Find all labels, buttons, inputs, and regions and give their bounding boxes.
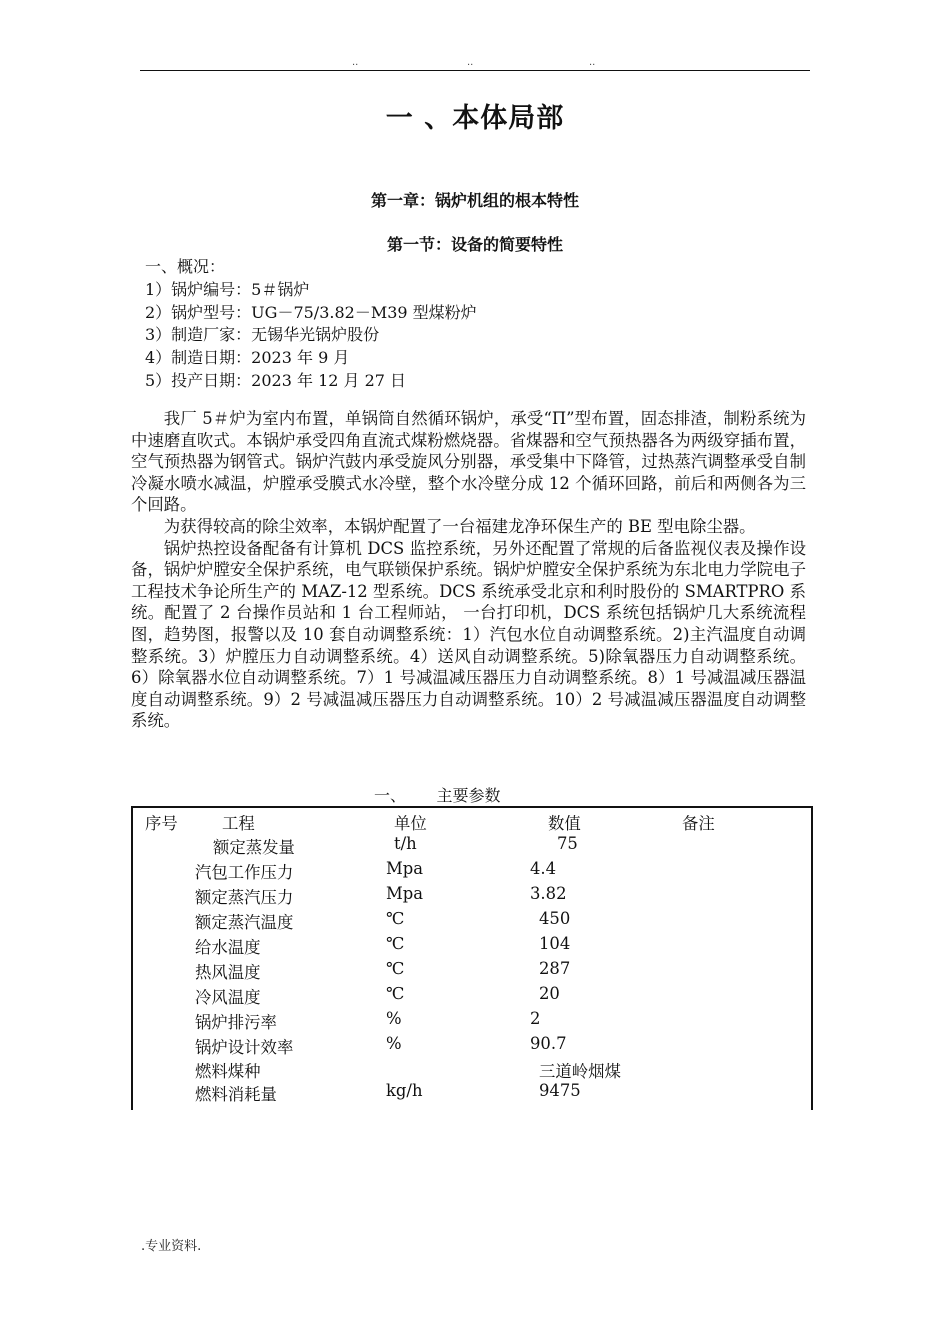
paragraph-boiler-layout: 我厂 5＃炉为室内布置，单锅筒自然循环锅炉，承受“Π”型布置，固态排渣，制粉系统为中速磨直吹式。本锅炉承受四角直流式煤粉燃烧器。省煤器和空气预热器各为两级穿插布置，空气预热器为钢管式。锅炉汽鼓内承受旋风分别器，承受集中下降管，过热蒸汽调整承受自制冷凝水喷水减温，炉膛承受膜式水冷壁，整个水冷壁分成 12 个循环回路，前后和两侧各为三个回路。 [131, 409, 806, 515]
table-cell-item: 锅炉设计效率 [195, 1038, 294, 1057]
table-cell-value: 75 [557, 834, 578, 853]
table-cell-item: 额定蒸发量 [213, 838, 295, 857]
table-header-unit: 单位 [394, 814, 427, 833]
overview-list [145, 256, 477, 393]
table-cell-unit: Mpa [386, 884, 424, 903]
table-cell-value: 三道岭烟煤 [539, 1062, 621, 1081]
overview-item: 4）制造日期：2023 年 9 月 [145, 348, 350, 368]
table-cell-unit: t/h [394, 834, 417, 853]
header-mark: .. [352, 57, 359, 68]
table-cell-value: 20 [539, 984, 560, 1003]
page-title: 一 、本体局部 [385, 103, 565, 134]
table-border-top [131, 806, 813, 808]
table-cell-value: 9475 [539, 1081, 581, 1100]
table-header-value: 数值 [548, 814, 581, 833]
table-cell-item: 给水温度 [195, 938, 261, 957]
table-cell-value: 450 [539, 909, 571, 928]
table-caption-number: 一、 [374, 786, 407, 805]
header-mark: .. [589, 57, 596, 68]
table-cell-unit: ℃ [386, 959, 405, 978]
table-cell-value: 90.7 [530, 1034, 567, 1053]
paragraph-dust-removal: 为获得较高的除尘效率，本锅炉配置了一台福建龙净环保生产的 BE 型电除尘器。 [163, 516, 756, 536]
table-cell-unit: ℃ [386, 934, 405, 953]
table-cell-item: 热风温度 [195, 963, 261, 982]
table-cell-unit: ℃ [386, 909, 405, 928]
overview-heading: 一、概况： [145, 257, 226, 276]
table-cell-unit: % [386, 1034, 402, 1053]
overview-item: 1）锅炉编号：5＃锅炉 [145, 279, 310, 299]
table-cell-unit: kg/h [386, 1081, 423, 1100]
table-caption [374, 783, 501, 806]
table-cell-item: 冷风温度 [195, 988, 261, 1007]
chapter-heading: 第一章：锅炉机组的根本特性 [370, 191, 579, 210]
table-cell-value: 3.82 [530, 884, 567, 903]
table-cell-value: 104 [539, 934, 571, 953]
table-cell-unit: % [386, 1009, 402, 1028]
overview-item: 2）锅炉型号：UG－75/3.82－M39 型煤粉炉 [145, 302, 477, 322]
overview-item: 5）投产日期：2023 年 12 月 27 日 [145, 370, 407, 390]
table-cell-item: 燃料消耗量 [195, 1085, 277, 1104]
table-cell-item: 燃料煤种 [195, 1062, 261, 1081]
table-cell-unit: ℃ [386, 984, 405, 1003]
table-cell-item: 额定蒸汽温度 [195, 913, 294, 932]
table-caption-text: 主要参数 [436, 786, 501, 805]
table-header-remark: 备注 [682, 814, 715, 833]
header-mark: .. [467, 57, 474, 68]
overview-item: 3）制造厂家：无锡华光锅炉股份 [145, 325, 380, 345]
table-border-right [811, 806, 813, 1110]
table-border-left [131, 806, 133, 1110]
paragraph-dcs-control: 锅炉热控设备配备有计算机 DCS 监控系统，另外还配置了常规的后备监视仪表及操作设备，锅炉炉膛安全保护系统，电气联锁保护系统。锅炉炉膛安全保护系统为东北电力学院电子工程技术争论所生产的 MAZ-12 型系统。DCS 系统承受北京和利时股份的 SMARTPRO 系统。配置了 2 台操作员站和 1 台工程师站， 一台打印机，DCS 系统包括锅炉几大系统流程图，趋势图，报警以及 10 套自动调整系统：1）汽包水位自动调整系统。2)主汽温度自动调整系统。3）炉膛压力自动调整系统。4）送风自动调整系统。5)除氧器压力自动调整系统。6）除氧器水位自动调整系统。7）1 号减温减压器压力自动调整系统。8）1 号减温减压器温度自动调整系统。9）2 号减温减压器压力自动调整系统。10）2 号减温减压器温度自动调整系统。 [131, 538, 806, 731]
table-cell-value: 287 [539, 959, 571, 978]
table-header-no: 序号 [145, 814, 178, 833]
table-cell-item: 额定蒸汽压力 [195, 888, 294, 907]
body-text [131, 408, 806, 732]
table-cell-value: 4.4 [530, 859, 557, 878]
table-cell-value: 2 [530, 1009, 541, 1028]
page-footer: .专业资料. [141, 1239, 202, 1254]
table-cell-item: 锅炉排污率 [195, 1013, 277, 1032]
table-cell-item: 汽包工作压力 [195, 863, 294, 882]
header-rule [140, 70, 810, 71]
section-heading: 第一节：设备的简要特性 [386, 235, 563, 254]
table-cell-unit: Mpa [386, 859, 424, 878]
table-header-item: 工程 [222, 814, 255, 833]
